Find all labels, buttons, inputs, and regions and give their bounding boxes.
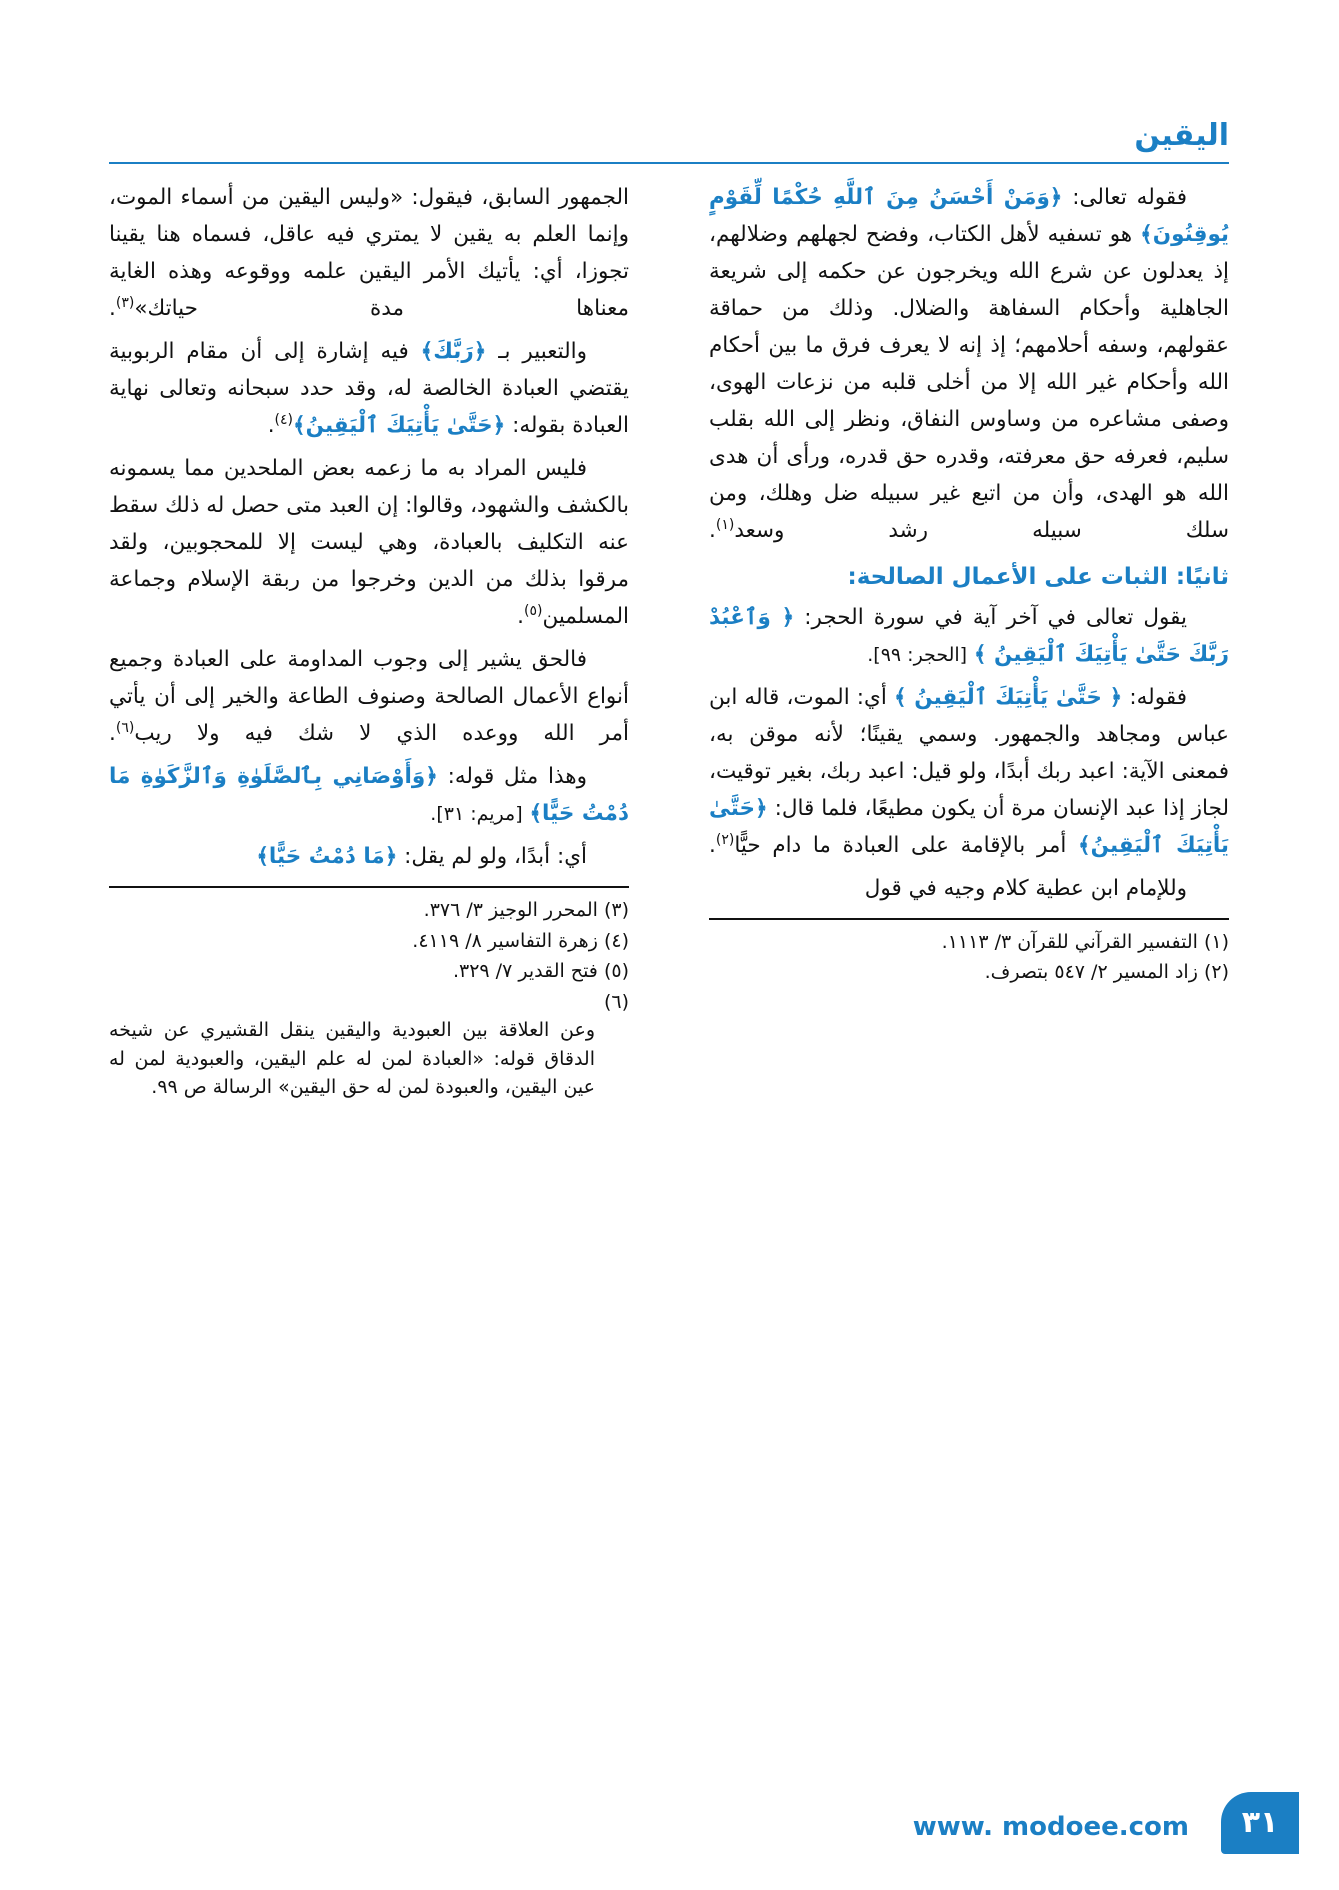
- paragraph-l4-text: فالحق يشير إلى وجوب المداومة على العبادة وجميع أنواع الأعمال الصالحة وصنوف الطاعة والخير إلى أن يأتي أمر الله ووعده الذي لا شك فيه ولا ريب: [109, 647, 629, 747]
- footnote-text: فتح القدير ٧/ ٣٢٩.: [452, 960, 598, 983]
- footnote-item: [109, 896, 629, 925]
- footnote-text: زهرة التفاسير ٨/ ٤١١٩.: [412, 929, 598, 952]
- quran-quote-1: ﴿وَمَنْ أَحْسَنُ مِنَ ٱللَّهِ حُكْمًا لِّقَوْمٍ يُوقِنُونَ﴾: [709, 185, 1229, 247]
- footnote-number: (١): [1203, 930, 1229, 953]
- quran-quote-8: ﴿مَا دُمْتُ حَيًّا﴾: [256, 844, 398, 870]
- paragraph-l2-lead: والتعبير بـ: [498, 339, 587, 365]
- paragraph-l1-text: الجمهور السابق، فيقول: «وليس اليقين من أسماء الموت، وإنما العلم به يقين لا يمتري فيه عاقل، فسماه هنا يقينا تجوزا، أي: يأتيك الأمر اليقين علمه ووقوعه وهذه الغاية معناها مدة حياتك»: [109, 185, 629, 322]
- footnote-marker-6: (٦): [115, 720, 135, 737]
- quran-quote-5: ﴿رَبَّكَ﴾: [420, 339, 487, 365]
- paragraph-l3-end: .: [517, 604, 524, 630]
- footnote-text: وعن العلاقة بين العبودية واليقين ينقل القشيري عن شيخه الدقاق قوله: «العبادة لمن له علم اليقين، والعبودية لمن له عين اليقين، والعبودة لمن له حق اليقين» الرسالة ص ٩٩.: [109, 1019, 595, 1099]
- content-columns: [109, 180, 1229, 1740]
- footnotes-left: [109, 896, 629, 1102]
- paragraph-l2: [109, 334, 629, 445]
- paragraph-r3: فقوله: ﴿ حَتَّىٰ يَأْتِيَكَ ٱلْيَقِينُ ﴾ أي: الموت، قاله ابن عباس ومجاهد والجمهور. وسمي يقينًا؛ لأنه موقن به، فمعنى الآية: اعبد ربك أبدًا، ولو قيل: اعبد ربك، بغير توقيت، لجاز إذا عبد الإنسان مرة أن يكون مطيعًا، فلما قال: ﴿حَتَّىٰ يَأْتِيَكَ ٱلْيَقِينُ﴾ أمر بالإقامة على العبادة ما دام حيًّا$^{(٢)}$.: [709, 684, 1229, 858]
- footnote-divider-left: [109, 886, 629, 888]
- paragraph-l3-text: فليس المراد به ما زعمه بعض الملحدين مما يسمونه بالكشف والشهود، وقالوا: إن العبد متى حصل له ذلك سقط عنه التكليف بالعبادة، وهي ليست إلا للمحجوبين، ولقد مرقوا بذلك من الدين وخرجوا من ربقة الإسلام وجماعة المسلمين: [109, 456, 629, 630]
- quran-quote-7: ﴿وَأَوْصَانِي بِٱلصَّلَوٰةِ وَٱلزَّكَوٰةِ مَا دُمْتُ حَيًّا﴾: [109, 764, 629, 827]
- paragraph-r1: فقوله تعالى: ﴿وَمَنْ أَحْسَنُ مِنَ ٱللَّهِ حُكْمًا لِّقَوْمٍ يُوقِنُونَ﴾ هو تسفيه لأهل الكتاب، وفضح لجهلهم وضلالهم، إذ يعدلون عن شرع الله ويخرجون عن حكمه إلى شريعة الجاهلية وأحكام السفاهة والضلال. وذلك من حماقة عقولهم، وسفه أحلامهم؛ إذ إنه لا يعرف فرق ما بين أحكام الله وأحكام غير الله إلا من أخلى قلبه من نزعات الهوى، وصفى مشاعره من وساوس النفاق، ونظر إلى الله بقلب سليم، فعرفه حق معرفته، وقدره حق قدره، ورأى أن هدى الله هو الهدى، وأن من اتبع غير سبيله ضل وهلك، ومن سلك سبيله رشد وسعد$^{(١)}$.: [709, 185, 1229, 543]
- paragraph-l5: [109, 759, 629, 833]
- quran-source-2: [الحجر: ٩٩].: [867, 643, 968, 666]
- paragraph-l5-lead: وهذا مثل قوله:: [447, 764, 587, 790]
- paragraph-l2-end: .: [267, 413, 275, 439]
- paragraph-r2-text: يقول تعالى في آخر آية في سورة الحجر:: [804, 604, 1187, 630]
- page-header: [109, 118, 1229, 164]
- column-right: [709, 180, 1229, 989]
- paragraph-l6: [109, 839, 629, 876]
- footnote-marker-1: (١): [715, 516, 735, 533]
- column-left: [109, 180, 629, 1104]
- quran-quote-6: ﴿حَتَّىٰ يَأْتِيَكَ ٱلْيَقِينُ﴾: [293, 413, 506, 439]
- header-divider: [109, 162, 1229, 164]
- footnote-item: [109, 957, 629, 986]
- paragraph-r3-body: أي: الموت، قاله ابن عباس ومجاهد والجمهور. وسمي يقينًا؛ لأنه موقن به، فمعنى الآية: اعبد ربك أبدًا، ولو قيل: اعبد ربك، بغير توقيت، لجاز إذا عبد الإنسان مرة أن يكون مطيعًا، فلما قال:: [709, 684, 1229, 821]
- footnote-number: (٣): [603, 899, 629, 922]
- page-number: ٣١: [1241, 1805, 1279, 1840]
- footnote-item: [109, 927, 629, 956]
- footnote-number: (٤): [603, 929, 629, 952]
- footnotes-right: [709, 928, 1229, 987]
- footnote-item: [709, 958, 1229, 987]
- quran-quote-3: ﴿ حَتَّىٰ يَأْتِيَكَ ٱلْيَقِينُ ﴾: [893, 684, 1123, 710]
- paragraph-l2-body: فيه إشارة إلى أن مقام الربوبية يقتضي العبادة الخالصة له، وقد حدد سبحانه وتعالى نهاية العبادة بقوله:: [109, 339, 629, 439]
- paragraph-r3-lead: فقوله:: [1129, 684, 1187, 710]
- paragraph-r4: وللإمام ابن عطية كلام وجيه في قول: [864, 875, 1187, 901]
- footnote-number: (٥): [603, 960, 629, 983]
- footnote-text: المحرر الوجيز ٣/ ٣٧٦.: [423, 899, 598, 922]
- footnote-number: (٦): [603, 990, 629, 1013]
- footnote-number: (٢): [1203, 961, 1229, 984]
- footnote-item: [109, 988, 629, 1102]
- paragraph-r1-lead: فقوله تعالى:: [1072, 185, 1187, 210]
- subheading-second-topic: ثانيًا: الثبات على الأعمال الصالحة:: [847, 563, 1229, 590]
- footnote-item: [709, 928, 1229, 957]
- footnote-marker-3: (٣): [115, 294, 135, 311]
- quran-quote-2: ﴿ وَٱعْبُدْ رَبَّكَ حَتَّىٰ يَأْتِيَكَ ٱلْيَقِينُ ﴾: [709, 604, 1229, 667]
- paragraph-l3: [109, 451, 629, 636]
- paragraph-l4-end: .: [109, 721, 116, 747]
- footnote-divider-right: [709, 918, 1229, 920]
- quran-quote-4: ﴿حَتَّىٰ يَأْتِيَكَ ٱلْيَقِينُ﴾: [709, 795, 1229, 858]
- footnote-marker-5: (٥): [523, 602, 543, 619]
- website-url[interactable]: www. modoee.com: [912, 1812, 1189, 1842]
- footnote-marker-2: (٢): [715, 831, 735, 848]
- footnote-marker-4: (٤): [274, 411, 293, 428]
- paragraph-l6-lead: أي: أبدًا، ولو لم يقل:: [404, 844, 587, 870]
- paragraph-l1-end: .: [109, 296, 116, 322]
- paragraph-r2: [709, 600, 1229, 674]
- footnote-text: زاد المسير ٢/ ٥٤٧ بتصرف.: [984, 961, 1198, 984]
- paragraph-r1-body: هو تسفيه لأهل الكتاب، وفضح لجهلهم وضلالهم، إذ يعدلون عن شرع الله ويخرجون عن حكمه إلى شريعة الجاهلية وأحكام السفاهة والضلال. وذلك من حماقة عقولهم، وسفه أحلامهم؛ إذ إنه لا يعرف فرق ما بين أحكام الله وأحكام غير الله إلا من أخلى قلبه من نزعات الهوى، وصفى مشاعره من وساوس النفاق، ونظر إلى الله بقلب سليم، فعرفه حق معرفته، وقدره حق قدره، ورأى أن هدى الله هو الهدى، وأن من اتبع غير سبيله ضل وهلك، ومن سلك سبيله رشد وسعد: [709, 221, 1229, 543]
- paragraph-r3-tail: أمر بالإقامة على العبادة ما دام حيًّا: [734, 832, 1078, 858]
- footnote-text: التفسير القرآني للقرآن ٣/ ١١١٣.: [941, 930, 1198, 953]
- page-footer: [0, 1772, 1339, 1890]
- quran-source-7: [مريم: ٣١].: [430, 803, 523, 826]
- page-title: اليقين: [1134, 118, 1229, 153]
- paragraph-l1: [109, 180, 629, 328]
- paragraph-l4: [109, 642, 629, 753]
